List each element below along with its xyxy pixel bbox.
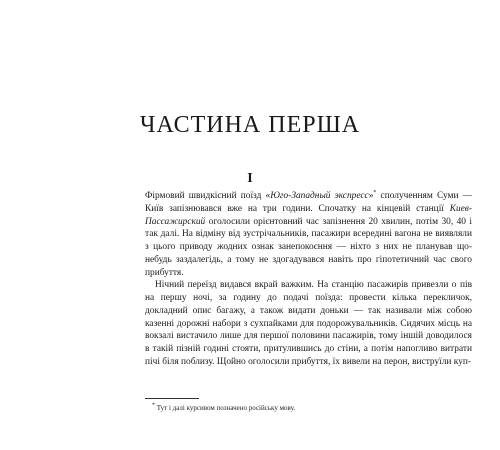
text-run: сполученням Суми — Київ запізнювався вже на три години. Спочатку на кінцевій станції (145, 191, 473, 214)
italic-text: Юго-Западный экспресс (270, 191, 369, 201)
text-run: Фірмовий швидкісний поїзд « (145, 191, 271, 201)
footnote-reference: * (373, 189, 377, 196)
text-run: Нічний переїзд видався вкрай важким. На станцію пасажирів привезли о пів на першу ночі, за годину до подачі поїзда: провести кілька перекличок, докладний опис багажу, а також видати доньки — так називали між собою казенні дорожні набори з сухпайками для подорожувальників. Сидячих місць на вокзалі вистачило лише для першої половини пасажирів, тому іншій доводилося в такій пізній годині стояти, притулившись до стіни, а потім напогливо витрати пічі біля поблизу. Щойно оголосили прибуття, їх вивели на перон, виструїли куп- (145, 280, 472, 367)
part-title: ЧАСТИНА ПЕРША (139, 112, 361, 138)
footnote-divider (145, 398, 199, 399)
paragraph (145, 279, 472, 368)
text-run: » (368, 191, 374, 201)
text-run: оголосили орієнтовний час запізнення 20 хвилин, потім 30, 40 і так далі. На відміну від зустрічальників, пасажири всередині вагона не виявляли з цього приводу жодних ознак занепокоєння — ніхто з них не планував що-небудь заздалегідь, а тому не здогадувався навіть про гіпотетичний час свого прибуття. (145, 216, 472, 278)
footnote-marker: * (152, 402, 155, 409)
italic-text: Киев-Пассажирский (145, 203, 472, 227)
footnote-text: Тут і далі курсивом позначено російську мову. (156, 404, 296, 412)
chapter-number: I (247, 171, 253, 186)
body-text (145, 190, 472, 369)
footnote (152, 404, 472, 413)
paragraph (145, 190, 472, 279)
